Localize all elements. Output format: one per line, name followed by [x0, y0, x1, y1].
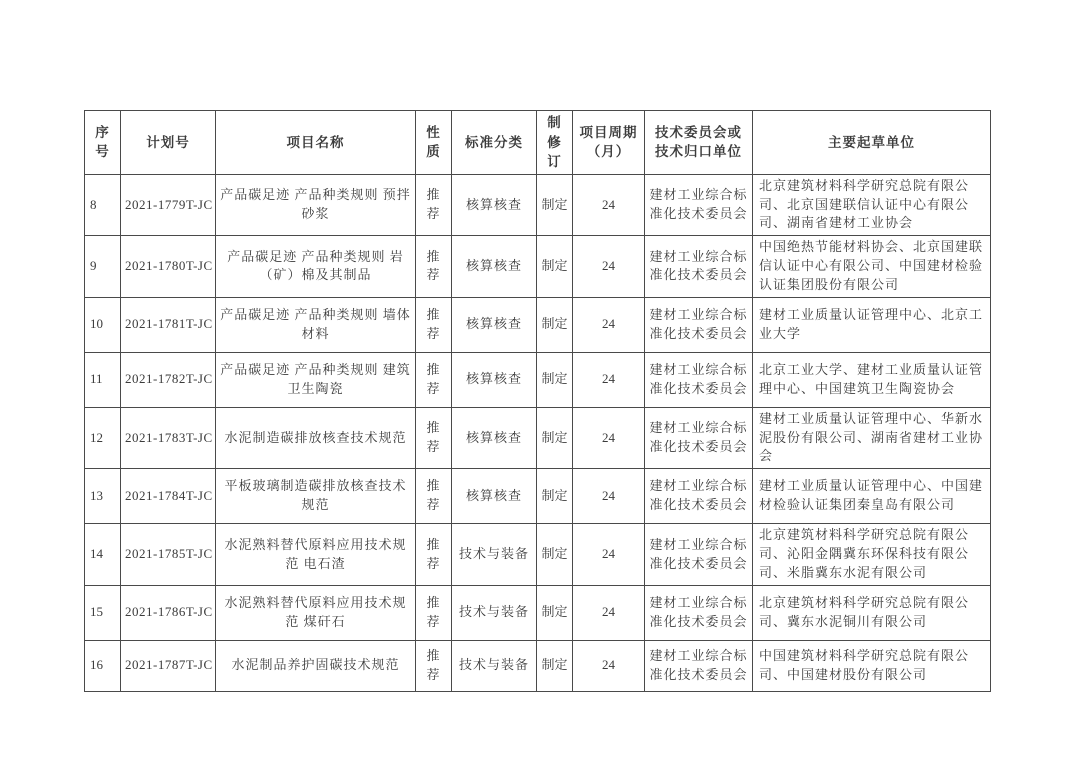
cell-project-name: 产品碳足迹 产品种类规则 墙体材料 [216, 297, 416, 352]
cell-nature: 推荐 [416, 407, 452, 469]
cell-project-name: 产品碳足迹 产品种类规则 建筑卫生陶瓷 [216, 352, 416, 407]
cell-project-name: 水泥熟料替代原料应用技术规范 煤矸石 [216, 585, 416, 640]
header-project-period: 项目周期（月） [573, 111, 645, 175]
cell-technical-committee: 建材工业综合标准化技术委员会 [645, 352, 753, 407]
cell-formulate-revise: 制定 [537, 352, 573, 407]
cell-nature: 推荐 [416, 352, 452, 407]
cell-serial-number: 13 [85, 469, 121, 524]
table-header [85, 111, 991, 175]
cell-plan-number: 2021-1781T-JC [121, 297, 216, 352]
cell-serial-number: 10 [85, 297, 121, 352]
table-row [85, 174, 991, 236]
table-row [85, 297, 991, 352]
standards-plan-table [84, 110, 991, 692]
cell-standard-category: 核算核查 [452, 352, 537, 407]
cell-project-name: 水泥熟料替代原料应用技术规范 电石渣 [216, 524, 416, 586]
header-serial-number: 序号 [85, 111, 121, 175]
cell-serial-number: 16 [85, 640, 121, 691]
cell-project-period: 24 [573, 524, 645, 586]
cell-main-drafting-units: 北京建筑材料科学研究总院有限公司、沁阳金隅冀东环保科技有限公司、米脂冀东水泥有限公司 [753, 524, 991, 586]
cell-project-name: 水泥制造碳排放核查技术规范 [216, 407, 416, 469]
cell-formulate-revise: 制定 [537, 407, 573, 469]
cell-technical-committee: 建材工业综合标准化技术委员会 [645, 407, 753, 469]
cell-main-drafting-units: 北京建筑材料科学研究总院有限公司、冀东水泥铜川有限公司 [753, 585, 991, 640]
cell-technical-committee: 建材工业综合标准化技术委员会 [645, 297, 753, 352]
cell-technical-committee: 建材工业综合标准化技术委员会 [645, 174, 753, 236]
table-row [85, 585, 991, 640]
cell-technical-committee: 建材工业综合标准化技术委员会 [645, 236, 753, 298]
cell-serial-number: 11 [85, 352, 121, 407]
cell-serial-number: 9 [85, 236, 121, 298]
cell-project-name: 产品碳足迹 产品种类规则 预拌砂浆 [216, 174, 416, 236]
cell-standard-category: 技术与装备 [452, 585, 537, 640]
cell-main-drafting-units: 北京建筑材料科学研究总院有限公司、北京国建联信认证中心有限公司、湖南省建材工业协会 [753, 174, 991, 236]
cell-plan-number: 2021-1780T-JC [121, 236, 216, 298]
cell-nature: 推荐 [416, 640, 452, 691]
cell-main-drafting-units: 建材工业质量认证管理中心、北京工业大学 [753, 297, 991, 352]
cell-serial-number: 15 [85, 585, 121, 640]
table-row [85, 640, 991, 691]
cell-nature: 推荐 [416, 297, 452, 352]
cell-project-name: 产品碳足迹 产品种类规则 岩（矿）棉及其制品 [216, 236, 416, 298]
table-row [85, 236, 991, 298]
cell-project-name: 水泥制品养护固碳技术规范 [216, 640, 416, 691]
cell-standard-category: 技术与装备 [452, 524, 537, 586]
header-formulate-revise: 制修订 [537, 111, 573, 175]
header-standard-category: 标准分类 [452, 111, 537, 175]
cell-main-drafting-units: 建材工业质量认证管理中心、中国建材检验认证集团秦皇岛有限公司 [753, 469, 991, 524]
cell-formulate-revise: 制定 [537, 297, 573, 352]
cell-formulate-revise: 制定 [537, 174, 573, 236]
cell-standard-category: 核算核查 [452, 236, 537, 298]
cell-formulate-revise: 制定 [537, 236, 573, 298]
cell-standard-category: 核算核查 [452, 407, 537, 469]
cell-nature: 推荐 [416, 469, 452, 524]
cell-plan-number: 2021-1782T-JC [121, 352, 216, 407]
cell-nature: 推荐 [416, 524, 452, 586]
table-row [85, 407, 991, 469]
cell-project-period: 24 [573, 469, 645, 524]
cell-main-drafting-units: 建材工业质量认证管理中心、华新水泥股份有限公司、湖南省建材工业协会 [753, 407, 991, 469]
header-nature: 性质 [416, 111, 452, 175]
cell-standard-category: 核算核查 [452, 297, 537, 352]
header-project-name: 项目名称 [216, 111, 416, 175]
table-row [85, 524, 991, 586]
cell-project-period: 24 [573, 640, 645, 691]
cell-plan-number: 2021-1784T-JC [121, 469, 216, 524]
cell-plan-number: 2021-1779T-JC [121, 174, 216, 236]
header-main-drafting-units: 主要起草单位 [753, 111, 991, 175]
cell-project-period: 24 [573, 236, 645, 298]
cell-technical-committee: 建材工业综合标准化技术委员会 [645, 524, 753, 586]
cell-serial-number: 8 [85, 174, 121, 236]
table-row [85, 469, 991, 524]
cell-main-drafting-units: 中国绝热节能材料协会、北京国建联信认证中心有限公司、中国建材检验认证集团股份有限公司 [753, 236, 991, 298]
cell-project-period: 24 [573, 352, 645, 407]
cell-project-name: 平板玻璃制造碳排放核查技术规范 [216, 469, 416, 524]
cell-standard-category: 核算核查 [452, 469, 537, 524]
cell-project-period: 24 [573, 407, 645, 469]
cell-technical-committee: 建材工业综合标准化技术委员会 [645, 469, 753, 524]
cell-formulate-revise: 制定 [537, 524, 573, 586]
cell-formulate-revise: 制定 [537, 469, 573, 524]
cell-technical-committee: 建材工业综合标准化技术委员会 [645, 640, 753, 691]
cell-project-period: 24 [573, 174, 645, 236]
cell-formulate-revise: 制定 [537, 640, 573, 691]
cell-nature: 推荐 [416, 585, 452, 640]
cell-main-drafting-units: 北京工业大学、建材工业质量认证管理中心、中国建筑卫生陶瓷协会 [753, 352, 991, 407]
cell-nature: 推荐 [416, 174, 452, 236]
cell-project-period: 24 [573, 585, 645, 640]
cell-plan-number: 2021-1787T-JC [121, 640, 216, 691]
table-body [85, 174, 991, 691]
cell-serial-number: 12 [85, 407, 121, 469]
cell-serial-number: 14 [85, 524, 121, 586]
cell-plan-number: 2021-1783T-JC [121, 407, 216, 469]
header-row [85, 111, 991, 175]
cell-plan-number: 2021-1786T-JC [121, 585, 216, 640]
cell-technical-committee: 建材工业综合标准化技术委员会 [645, 585, 753, 640]
cell-nature: 推荐 [416, 236, 452, 298]
cell-standard-category: 核算核查 [452, 174, 537, 236]
cell-formulate-revise: 制定 [537, 585, 573, 640]
cell-standard-category: 技术与装备 [452, 640, 537, 691]
cell-project-period: 24 [573, 297, 645, 352]
cell-plan-number: 2021-1785T-JC [121, 524, 216, 586]
header-technical-committee: 技术委员会或技术归口单位 [645, 111, 753, 175]
header-plan-number: 计划号 [121, 111, 216, 175]
cell-main-drafting-units: 中国建筑材料科学研究总院有限公司、中国建材股份有限公司 [753, 640, 991, 691]
table-row [85, 352, 991, 407]
